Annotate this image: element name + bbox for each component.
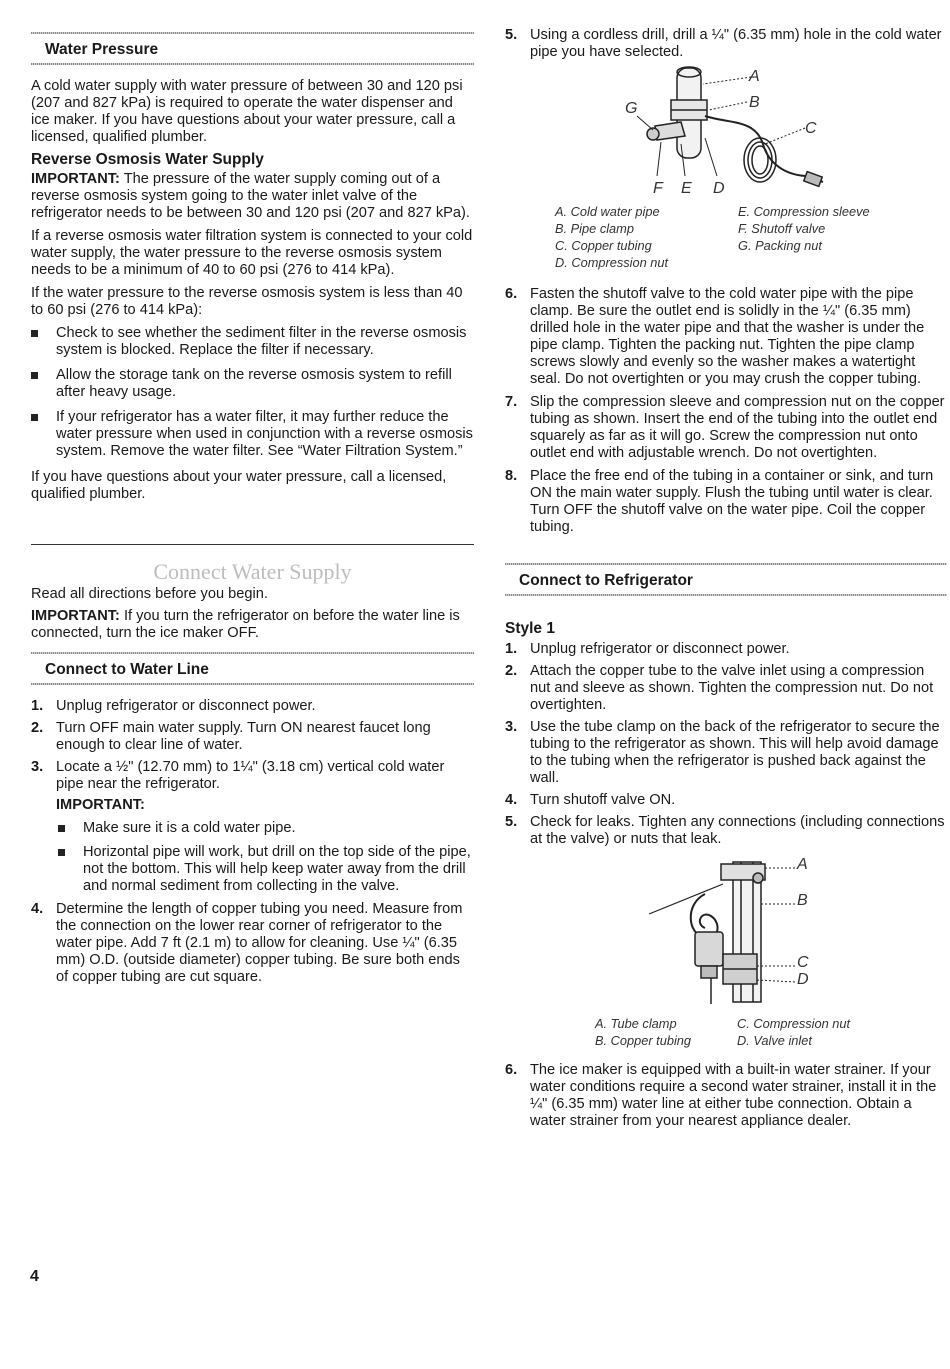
step-5: [505, 27, 947, 61]
list-item: [505, 641, 947, 658]
step-number: 4.: [31, 901, 44, 917]
steps-6-8: [505, 286, 947, 536]
legend-item: B. Pipe clamp: [555, 221, 634, 236]
step-text: Turn shutoff valve ON.: [530, 792, 676, 808]
figure-label: C: [805, 120, 817, 137]
shutoff-valve-figure: [505, 64, 947, 200]
list-item: [505, 394, 947, 462]
step-text: Attach the copper tube to the valve inlet using a compression nut and sleeve as shown. Tighten the compression nut. Do not overtighten.: [530, 663, 934, 713]
list-item-text: Horizontal pipe will work, but drill on the top side of the pipe, not the bottom. This will help keep water away from the drill and normal sediment from collecting in the valve.: [83, 844, 471, 894]
important-text: If you turn the refrigerator on before the water line is connected, turn the ice maker OFF.: [31, 608, 460, 641]
subsection-title: Reverse Osmosis Water Supply: [31, 151, 264, 168]
bullet-icon: [58, 825, 65, 832]
list-item: [505, 814, 947, 848]
list-item-text: If your refrigerator has a water filter, it may further reduce the water pressure when used in conjunction with a reverse osmosis system. Remove the water filter. See “Water Filtration System.”: [56, 409, 473, 459]
connect-fridge-body: [505, 620, 947, 848]
step-6-strainer: [505, 1062, 947, 1130]
page-number: 4: [30, 1268, 39, 1285]
list-item: [31, 325, 474, 359]
paragraph: Read all directions before you begin.: [31, 586, 268, 602]
divider: [31, 63, 474, 65]
legend-item: G. Packing nut: [738, 238, 822, 253]
divider: [31, 544, 474, 545]
legend-item: E. Compression sleeve: [738, 204, 870, 219]
legend-item: A. Cold water pipe: [555, 204, 660, 219]
connect-supply-header: [31, 544, 474, 585]
step-text: Unplug refrigerator or disconnect power.: [56, 698, 316, 714]
figure-label: A: [749, 68, 760, 85]
water-line-steps: [31, 698, 474, 986]
legend-item: C. Compression nut: [737, 1016, 851, 1031]
list-item: [505, 663, 947, 714]
paragraph: If you have questions about your water pressure, call a licensed, qualified plumber.: [31, 469, 447, 502]
figure-label: D: [797, 971, 809, 988]
divider: [31, 32, 474, 34]
water-pressure-body: [31, 78, 474, 146]
list-item-text: Allow the storage tank on the reverse osmosis system to refill after heavy usage.: [56, 367, 452, 400]
list-item: [505, 719, 947, 787]
figure-label: B: [797, 892, 808, 909]
connect-supply-body: [31, 586, 474, 642]
step-number: 3.: [31, 759, 44, 775]
connect-fridge-header: [505, 563, 947, 596]
list-item: [31, 901, 474, 986]
divider: [31, 683, 474, 685]
legend-right: [738, 203, 870, 254]
figure-label: F: [653, 180, 663, 197]
list-item: [31, 720, 474, 754]
step-number: 5.: [505, 814, 518, 830]
step-number: 6.: [505, 286, 518, 302]
step-text: Turn OFF main water supply. Turn ON nearest faucet long enough to clear line of water.: [56, 720, 431, 753]
important-label: IMPORTANT:: [31, 171, 120, 187]
figure-label: B: [749, 94, 760, 111]
step-text: Place the free end of the tubing in a container or sink, and turn ON the main water supply. Flush the tubing until water is clear. Turn OFF the shutoff valve on the water pipe. Coil the copper tubing.: [530, 468, 934, 535]
step-number: 4.: [505, 792, 518, 808]
list-item: [31, 367, 474, 401]
important-note: [31, 608, 474, 642]
legend-left: [555, 203, 668, 271]
step-number: 1.: [31, 698, 44, 714]
step-text: Check for leaks. Tighten any connections (including connections at the valve) or nuts that leak.: [530, 814, 945, 847]
water-pressure-header: [31, 32, 474, 65]
list-item: [505, 468, 947, 536]
list-item-text: Check to see whether the sediment filter in the reverse osmosis system is blocked. Replace the filter if necessary.: [56, 325, 467, 358]
step-number: 3.: [505, 719, 518, 735]
list-item-text: Make sure it is a cold water pipe.: [83, 820, 296, 836]
shutoff-valve-illustration: [505, 64, 947, 200]
step-number: 6.: [505, 1062, 518, 1078]
legend-right: [737, 1015, 850, 1049]
step-number: 8.: [505, 468, 518, 484]
section-title: Water Pressure: [45, 41, 159, 58]
list-item: [505, 792, 947, 809]
divider: [31, 652, 474, 654]
paragraph: If a reverse osmosis water filtration system is connected to your cold water supply, the water pressure to the reverse osmosis system needs to be a minimum of 40 to 60 psi (276 to 414 kPa).: [31, 228, 473, 278]
step-number: 2.: [31, 720, 44, 736]
step-number: 2.: [505, 663, 518, 679]
legend-item: D. Compression nut: [555, 255, 669, 270]
step-text: Slip the compression sleeve and compression nut on the copper tubing as shown. Insert the end of the tubing into the outlet end squarely as far as it will go. Screw the compression nut onto outlet end with adjustable wrench. Do not overtighten.: [530, 394, 945, 461]
bullet-icon: [31, 372, 38, 379]
water-line-header: [31, 652, 474, 685]
divider: [505, 563, 947, 565]
bullet-icon: [31, 330, 38, 337]
section-title: Connect to Refrigerator: [519, 572, 693, 589]
ro-section: [31, 151, 474, 503]
important-note: [31, 171, 474, 222]
paragraph: A cold water supply with water pressure of between 30 and 120 psi (207 and 827 kPa) is required to operate the water dispenser and ice maker. If you have questions about your water pressure, call a licensed, qualified plumber.: [31, 78, 463, 145]
bullet-icon: [31, 414, 38, 421]
important-label: IMPORTANT:: [31, 608, 120, 624]
legend-item: B. Copper tubing: [595, 1033, 692, 1048]
step-text: Locate a ½" (12.70 mm) to 1¼" (3.18 cm) vertical cold water pipe near the refrigerator.: [56, 759, 445, 792]
list-item: [31, 759, 474, 793]
list-item: [31, 820, 474, 837]
step-text: The ice maker is equipped with a built-in water strainer. If your water conditions require a second water strainer, install it in the ¼" (6.35 mm) water line at either tube connection. Obtain a water strainer from your nearest appliance dealer.: [530, 1062, 937, 1129]
step-text: Unplug refrigerator or disconnect power.: [530, 641, 790, 657]
figure-label: E: [681, 180, 692, 197]
page-section-title: Connect Water Supply: [153, 559, 352, 584]
legend-item: C. Copper tubing: [555, 238, 652, 253]
list-item: [505, 286, 947, 388]
figure-label: D: [713, 180, 725, 197]
valve-inlet-figure: [505, 854, 947, 1010]
figure-label: C: [797, 954, 809, 971]
subsection-title: Style 1: [505, 620, 555, 637]
valve-inlet-illustration: [505, 854, 947, 1010]
list-item: [31, 409, 474, 460]
legend-item: A. Tube clamp: [595, 1016, 677, 1031]
divider: [505, 594, 947, 596]
important-heading: [31, 796, 474, 814]
legend-item: D. Valve inlet: [737, 1033, 812, 1048]
list-item: [31, 844, 474, 895]
list-item: [505, 1062, 947, 1130]
bullet-icon: [58, 849, 65, 856]
step-number: 1.: [505, 641, 518, 657]
paragraph: If the water pressure to the reverse osmosis system is less than 40 to 60 psi (276 to 414 kPa):: [31, 285, 463, 318]
step-text: Use the tube clamp on the back of the refrigerator to secure the tubing to the refrigerator as shown. This will help avoid damage to the tubing when the refrigerator is pushed back against the wall.: [530, 719, 940, 786]
step-text: Using a cordless drill, drill a ¼" (6.35 mm) hole in the cold water pipe you have selected.: [530, 27, 942, 60]
step-number: 7.: [505, 394, 518, 410]
list-item: [31, 698, 474, 715]
step-text: Fasten the shutoff valve to the cold water pipe with the pipe clamp. Be sure the outlet end is solidly in the ¼" (6.35 mm) drilled hole in the water pipe and that the washer is under the pipe clamp. Tighten the packing nut. Tighten the pipe clamp screws slowly and evenly so the washer makes a watertight seal. Do not overtighten or you may crush the copper tubing.: [530, 286, 925, 387]
important-label: IMPORTANT:: [56, 797, 145, 813]
legend-left: [595, 1015, 691, 1049]
list-item: [505, 27, 947, 61]
step-text: Determine the length of copper tubing you need. Measure from the connection on the lower rear corner of refrigerator to the water pipe. Add 7 ft (2.1 m) to allow for cleaning. Use ¼" (6.35 mm) O.D. (outside diameter) copper tubing. Be sure both ends of copper tubing are cut square.: [56, 901, 463, 985]
important-text: The pressure of the water supply coming out of a reverse osmosis system going to the water inlet valve of the refrigerator needs to be between 30 and 120 psi (207 and 827 kPa).: [31, 171, 470, 221]
figure-label: G: [625, 100, 638, 117]
legend-item: F. Shutoff valve: [738, 221, 826, 236]
step-number: 5.: [505, 27, 518, 43]
figure-label: A: [797, 856, 808, 873]
section-title: Connect to Water Line: [45, 661, 209, 678]
